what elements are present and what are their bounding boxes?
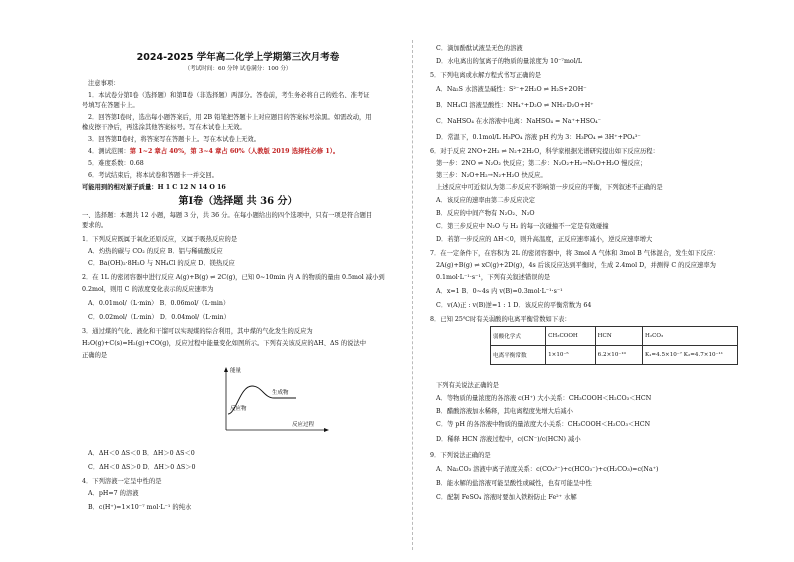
option-line: A．Na₂S 水溶液呈碱性：S²⁻+2H₂O ⇌ H₂S+2OH⁻: [436, 86, 587, 93]
table-row: [491, 346, 738, 365]
question-line: 1．下列反应既属于氧化还原反应，又属于吸热反应的是: [82, 236, 238, 243]
section-instruction: 要求的。: [82, 222, 108, 229]
option-line: C．v(A)正 : v(B)逆=1 : 1 D．该反应的平衡常数为 64: [436, 302, 592, 309]
test-scope-value: 第 1~2 章占 40%，第 3~4 章占 60%（人教版 2019 选择性必修 1）。: [129, 148, 340, 155]
notes-heading: 注意事项：: [88, 80, 120, 87]
option-line: C．配制 FeSO₄ 溶液时要加入铁粉防止 Fe²⁺ 水解: [436, 494, 577, 501]
table-header-row: [491, 327, 738, 346]
energy-axis-label: 能量: [230, 368, 242, 374]
process-axis-label: 反应过程: [292, 422, 315, 428]
note-line: 3．回答第Ⅱ卷时，将答案写在答题卡上。写在本试卷上无效。: [88, 136, 261, 143]
option-line: A．pH=7 的溶液: [88, 490, 139, 497]
option-line: D．若第一步反应的 ΔH＜0，则升高温度，正反应速率减小，逆反应速率增大: [436, 236, 653, 243]
option-line: A．x=1 B．0~4s 内 v(B)=0.3mol·L⁻¹·s⁻¹: [436, 288, 563, 295]
option-line: C．0.02mol/（L·min） D．0.04mol/（L·min）: [88, 314, 230, 321]
table-cell: 6.2×10⁻¹⁰: [595, 346, 642, 365]
table-cell: HCN: [595, 327, 642, 346]
exam-title: 2024-2025 学年高二化学上学期第三次月考卷: [136, 52, 340, 63]
atomic-masses: 可能用到的相对原子质量：H 1 C 12 N 14 O 16: [82, 184, 226, 191]
question-line: 2．在 1L 的密闭容器中进行反应 A(g)+B(g) ⇌ 2C(g)，已知 0~10min 内 A 的物质的量由 0.5mol 减小到: [82, 274, 385, 281]
table-cell: K₁=4.5×10⁻⁷ K₂=4.7×10⁻¹¹: [643, 346, 738, 365]
option-line: C．ΔH＜0 ΔS＞0 D．ΔH＞0 ΔS＞0: [88, 464, 196, 471]
note-line: 6．考试结束后，将本试卷和答题卡一并交回。: [88, 172, 218, 179]
table-cell: H₂CO₃: [643, 327, 738, 346]
option-line: A．Na₂CO₃ 溶液中离子浓度关系：c(CO₃²⁻)+c(HCO₃⁻)+c(H₂CO₃)=c(Na⁺): [436, 466, 659, 473]
question-line: 第一步：2NO ⇌ N₂O₂ 快反应；第二步：N₂O₂+H₂→N₂O+H₂O 慢反应；: [436, 160, 647, 167]
question-line: 7．在一定条件下，在容积为 2L 的密闭容器中，将 3mol A 气体和 3mol B 气体混合，发生如下反应：: [430, 250, 720, 257]
question-line: H₂O(g)+C(s)=H₂(g)+CO(g)，反应过程中能量变化如图所示。下列有关该反应的ΔH、ΔS 的说法中: [82, 340, 367, 347]
question-line: 第三步：N₂O+H₂→N₂+H₂O 快反应。: [436, 172, 547, 179]
option-line: C．滴加酚酞试液呈无色的溶液: [436, 45, 523, 52]
option-line: A．灼热的碳与 CO₂ 的反应 B．铝与稀硫酸反应: [88, 248, 223, 255]
question-line: 4．下列溶液一定呈中性的是: [82, 478, 162, 485]
question-line: 5．下列电离或水解方程式书写正确的是: [430, 72, 542, 79]
question-line: 正确的是: [82, 352, 108, 359]
option-line: D．常温下，0.1mol/L H₃PO₄ 溶液 pH 约为 3：H₃PO₄ ⇌ 3H⁺+PO₄³⁻: [436, 134, 641, 141]
question-line: 0.1mol·L⁻¹·s⁻¹，下列有关叙述错误的是: [436, 274, 551, 281]
reactant-label: 反应物: [230, 406, 247, 412]
option-line: D．水电离出的氢离子的物质的量浓度为 10⁻⁷mol/L: [436, 58, 583, 65]
note-line: 5．难度系数：0.68: [88, 160, 144, 167]
option-line: B．反应的中间产物有 N₂O₂、N₂O: [436, 210, 535, 217]
note-line: 2．回答第Ⅰ卷时，选出每小题答案后，用 2B 铅笔把答题卡上对应题目的答案标号涂黑。如需改动，用: [88, 114, 372, 121]
test-scope-label: 4．测试范围：: [88, 148, 130, 155]
option-line: A．ΔH＜0 ΔS＜0 B．ΔH＞0 ΔS＜0: [88, 450, 195, 457]
exam-subtitle: （考试时间：60 分钟 试卷满分：100 分）: [184, 66, 292, 72]
question-line: 6．对于反应 2NO+2H₂ ⇌ N₂+2H₂O，科学家根据光谱研究提出如下反应历程：: [430, 148, 659, 155]
acid-constants-table: [490, 326, 738, 365]
section-instruction: 一、选择题：本题共 12 小题，每题 3 分，共 36 分。在每小题给出的四个选项中，只有一项是符合题目: [82, 212, 373, 219]
option-line: A．该反应的速率由第二步反应决定: [436, 197, 536, 204]
note-line: 1．本试卷分第Ⅰ卷（选择题）和第Ⅱ卷（非选择题）两部分。答卷前，考生务必将自己的姓名、准考证: [88, 92, 370, 99]
question-line: 0.2mol，则用 C 的浓度变化表示的反应速率为: [82, 286, 214, 293]
column-divider: [412, 40, 413, 550]
question-line: 8．已知 25℃时有关弱酸的电离平衡常数如下表：: [430, 316, 571, 323]
table-cell: CH₃COOH: [546, 327, 596, 346]
option-line: C．NaHSO₄ 在水溶液中电离：NaHSO₄ = Na⁺+HSO₄⁻: [436, 118, 601, 125]
question-line: 3．通过煤的气化、液化和干馏可以实现煤的综合利用，其中煤的气化发生的反应为: [82, 328, 313, 335]
option-line: B．醋酸溶液加水稀释，其电离程度先增大后减小: [436, 408, 573, 415]
note-line: 橡皮擦干净后，再选涂其他答案标号。写在本试卷上无效。: [82, 124, 246, 131]
question-line: 下列有关说法正确的是: [436, 382, 499, 389]
question-line: 9．下列说法正确的是: [430, 452, 491, 459]
question-line: 2A(g)+B(g) ⇌ xC(g)+2D(g)，4s 后该反应达到平衡时，生成 2.4mol D，并测得 C 的反应速率为: [436, 262, 716, 269]
table-cell: 弱酸化学式: [491, 327, 546, 346]
table-cell: 1×10⁻⁵: [546, 346, 596, 365]
question-line: 上述反应中可近似认为第二步反应不影响第一步反应的平衡，下列叙述不正确的是: [436, 184, 663, 191]
product-label: 生成物: [272, 390, 289, 396]
table-cell: 电离平衡常数: [491, 346, 546, 365]
option-line: A．等物质的量浓度的各溶液 c(H⁺) 大小关系：CH₃COOH＜H₂CO₃＜HCN: [436, 395, 652, 402]
note-line: 号填写在答题卡上。: [82, 102, 139, 109]
section-title: 第Ⅰ卷（选择题 共 36 分）: [178, 196, 298, 207]
test-scope: [88, 148, 339, 156]
option-line: C．第三步反应中 N₂O 与 H₂ 的每一次碰撞不一定是有效碰撞: [436, 223, 609, 230]
option-line: B．NH₄Cl 溶液呈酸性：NH₄⁺+D₂O ⇌ NH₃·D₂O+H⁺: [436, 102, 594, 109]
option-line: B．能水解的盐溶液可能呈酸性或碱性，也有可能呈中性: [436, 480, 592, 487]
option-line: C．Ba(OH)₂·8H₂O 与 NH₄Cl 的反应 D．镁热反应: [88, 260, 235, 267]
option-line: C．等 pH 的各溶液中物质的量浓度大小关系：CH₃COOH＜H₂CO₃＜HCN: [436, 421, 651, 428]
option-line: D．稀释 HCN 溶液过程中，c(CN⁻)/c(HCN) 减小: [436, 436, 581, 443]
option-line: A．0.01mol/（L·min） B．0.06mol/（L·min）: [88, 300, 230, 307]
option-line: B．c(H⁺)=1×10⁻⁷ mol·L⁻¹ 的纯水: [88, 504, 192, 511]
energy-diagram: [212, 364, 332, 436]
